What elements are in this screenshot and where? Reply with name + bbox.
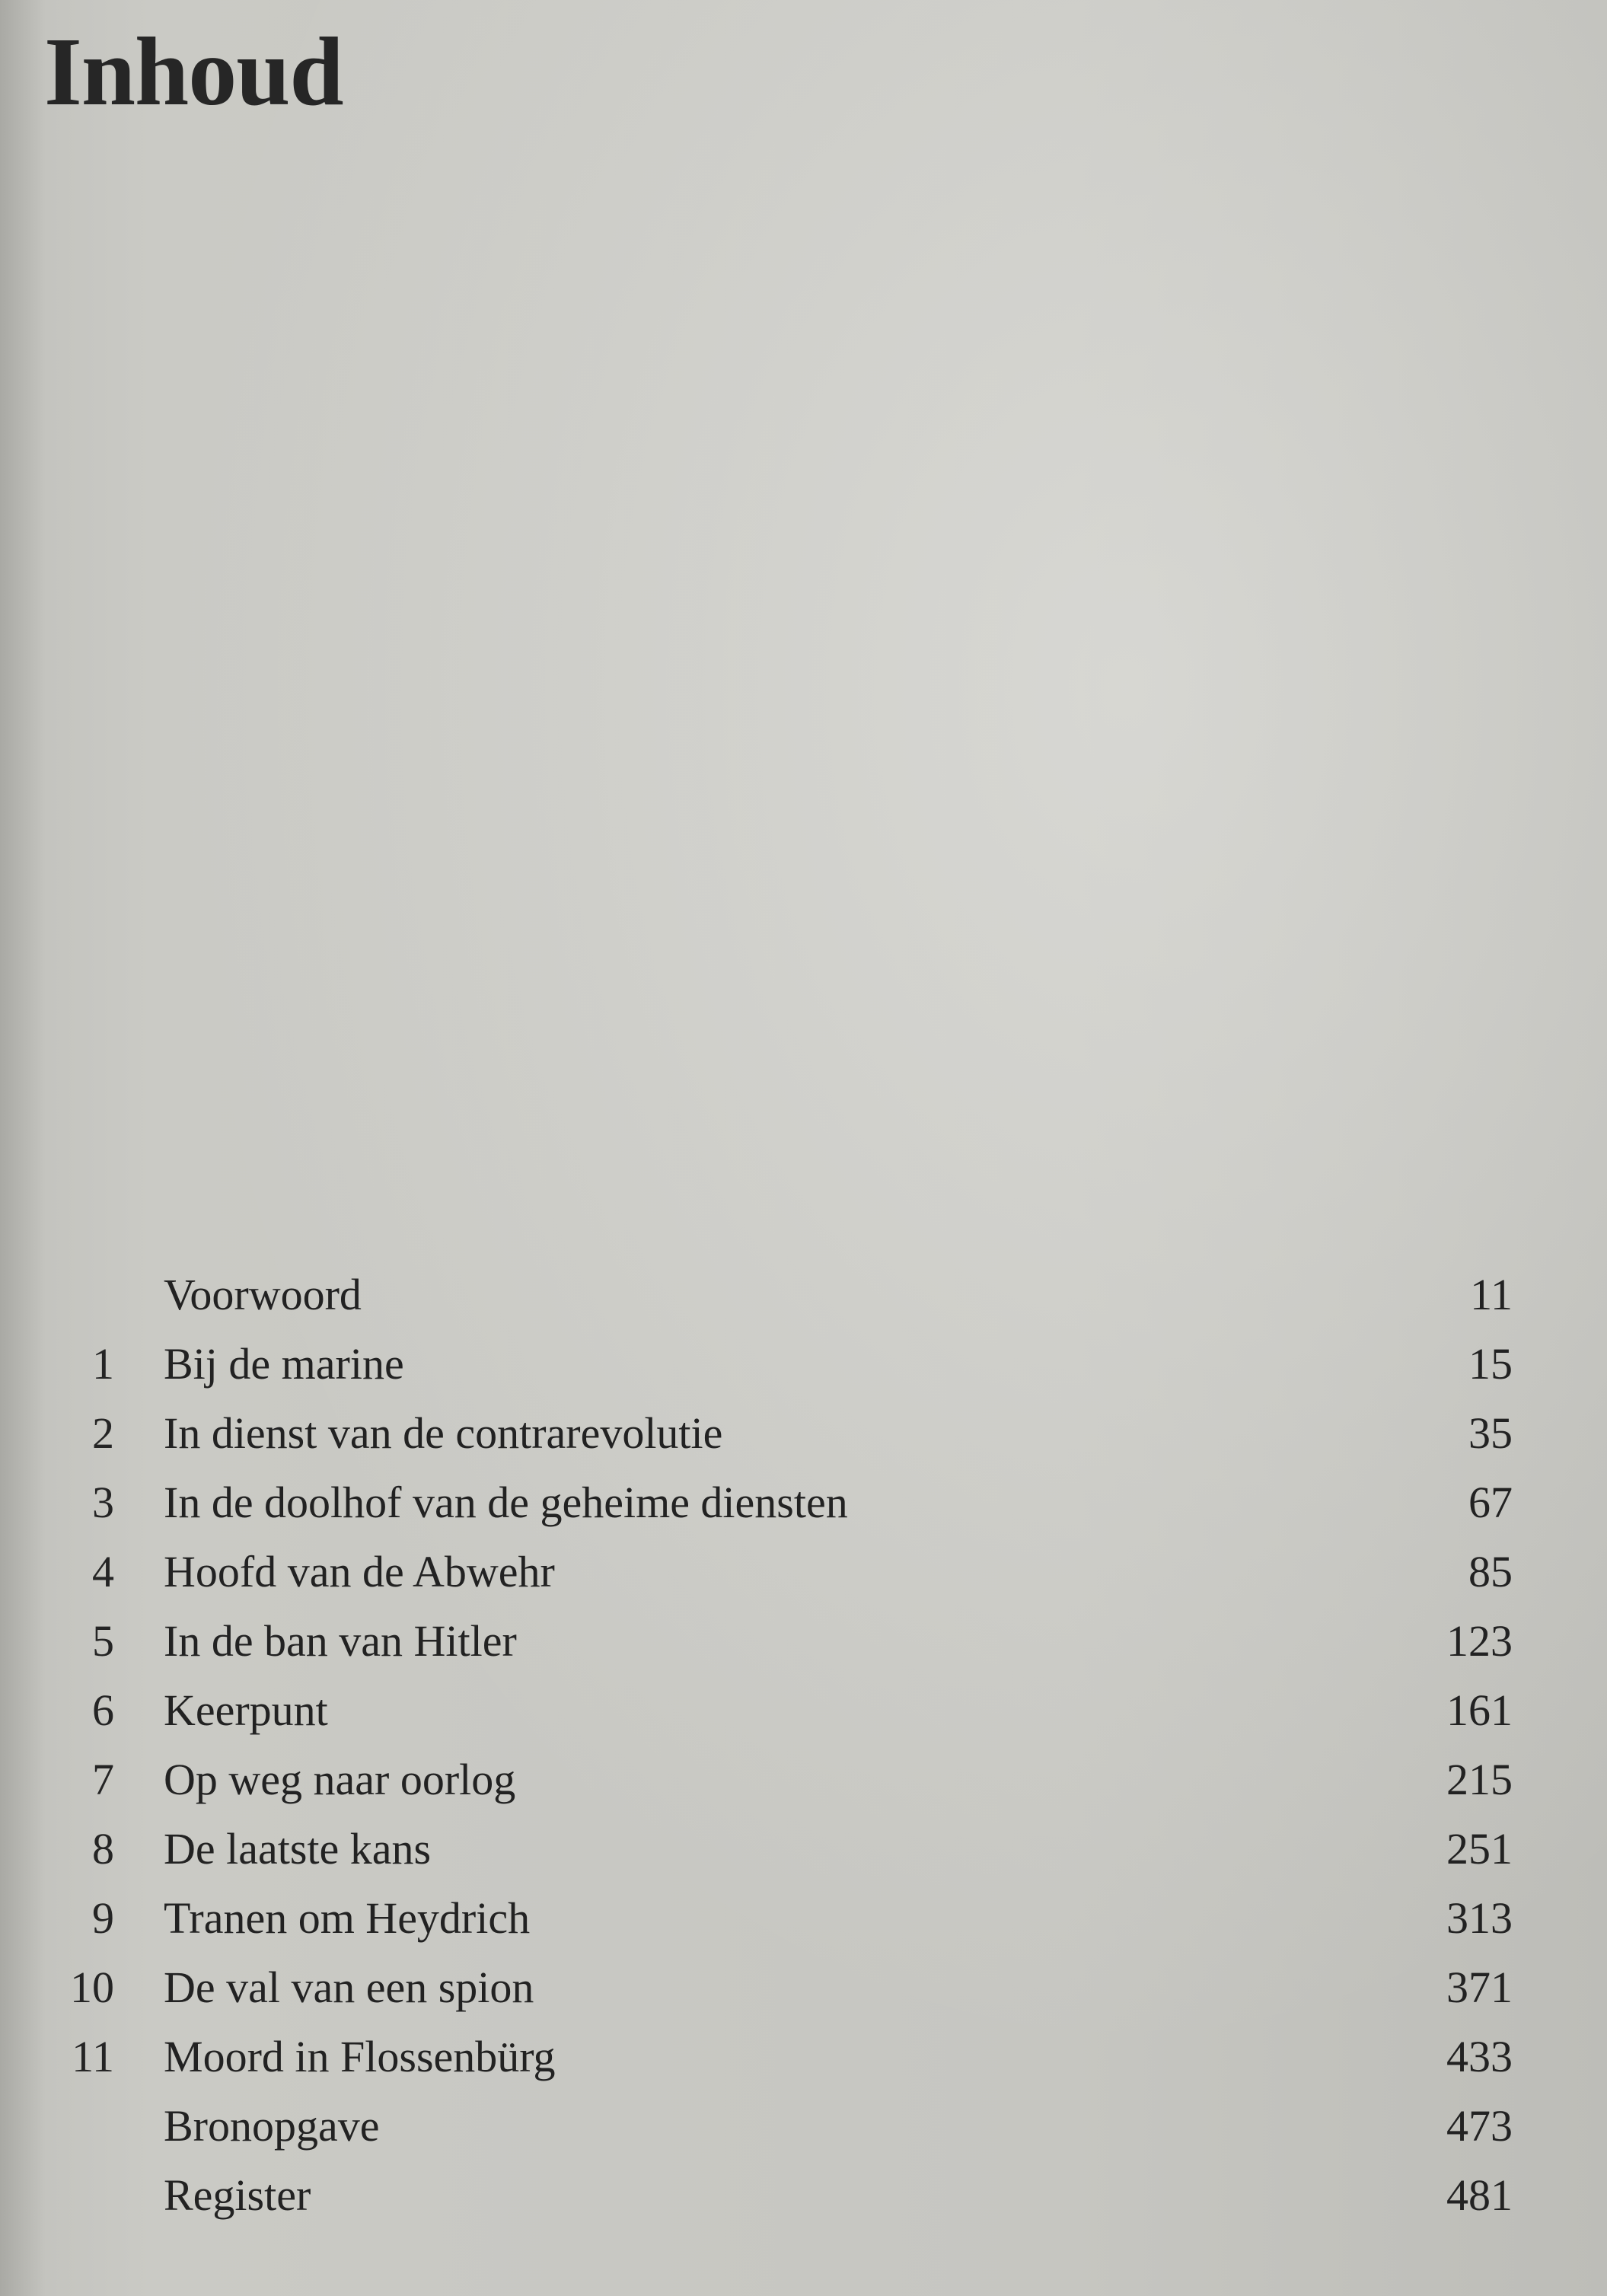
chapter-number: 3 [92,1478,114,1527]
page-number: 313 [1446,1893,1513,1943]
page-number: 123 [1446,1616,1513,1666]
chapter-title: Moord in Flossenbürg [164,2032,556,2081]
toc-entry [0,1883,1607,1953]
page-number: 85 [1468,1547,1513,1596]
chapter-title: Bij de marine [164,1339,404,1389]
chapter-title: Hoofd van de Abwehr [164,1547,555,1596]
toc-entry [0,1537,1607,1606]
chapter-number: 5 [92,1616,114,1666]
toc-entry [0,1814,1607,1883]
page-number: 67 [1468,1478,1513,1527]
chapter-title: Op weg naar oorlog [164,1755,516,1804]
chapter-title: Voorwoord [164,1270,362,1319]
page-number: 433 [1446,2032,1513,2081]
chapter-title: De val van een spion [164,1963,534,2012]
chapter-number: 7 [92,1755,114,1804]
toc-entry [0,1468,1607,1537]
chapter-title: In dienst van de contrarevolutie [164,1408,723,1458]
page-number: 371 [1446,1963,1513,2012]
chapter-number: 4 [92,1547,114,1596]
page-title: Inhoud [44,18,343,126]
page-number: 481 [1446,2170,1513,2220]
chapter-title: Keerpunt [164,1685,328,1735]
page-number: 15 [1468,1339,1513,1389]
chapter-number: 1 [92,1339,114,1389]
page-number: 161 [1446,1685,1513,1735]
chapter-title: In de ban van Hitler [164,1616,517,1666]
toc-entry [0,2160,1607,2230]
toc-entry [0,1676,1607,1745]
page-number: 251 [1446,1824,1513,1873]
toc-entry [0,2091,1607,2160]
toc-entry [0,1329,1607,1398]
page-number: 215 [1446,1755,1513,1804]
chapter-number: 10 [70,1963,114,2012]
toc-entry [0,1398,1607,1468]
toc-entry [0,2022,1607,2091]
chapter-number: 9 [92,1893,114,1943]
chapter-title: Bronopgave [164,2101,380,2151]
page-number: 473 [1446,2101,1513,2151]
chapter-number: 8 [92,1824,114,1873]
chapter-number: 2 [92,1408,114,1458]
toc-entry [0,1745,1607,1814]
chapter-title: De laatste kans [164,1824,432,1873]
page-number: 11 [1470,1270,1513,1319]
chapter-title: Tranen om Heydrich [164,1893,531,1943]
chapter-number: 11 [72,2032,114,2081]
table-of-contents [0,1260,1607,2230]
chapter-title: In de doolhof van de geheime diensten [164,1478,848,1527]
toc-entry [0,1953,1607,2022]
toc-entry [0,1260,1607,1329]
chapter-number: 6 [92,1685,114,1735]
toc-entry [0,1606,1607,1676]
chapter-title: Register [164,2170,311,2220]
page-number: 35 [1468,1408,1513,1458]
